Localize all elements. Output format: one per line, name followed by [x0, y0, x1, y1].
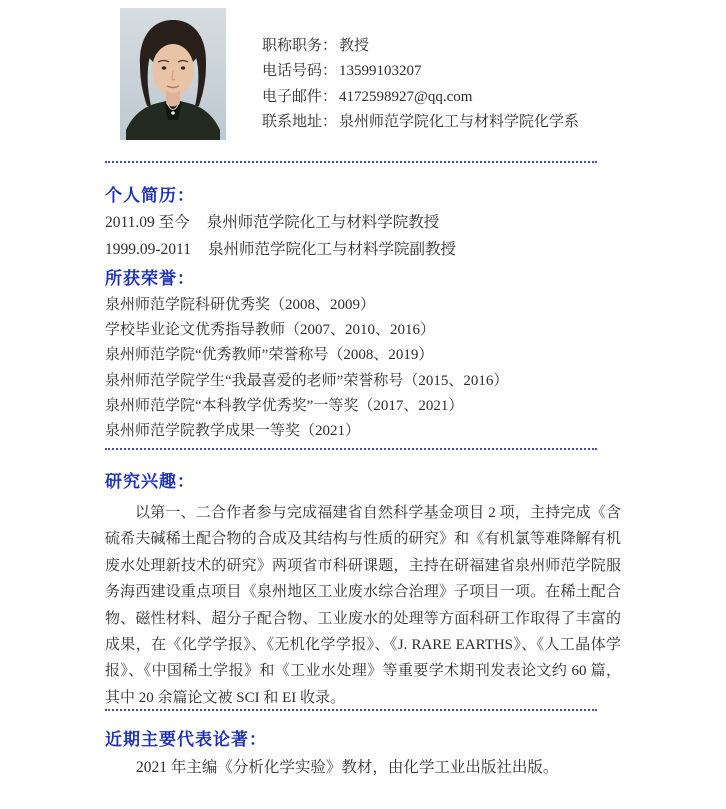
contact-label: 联系地址：: [262, 114, 338, 131]
section-heading-research: 研究兴趣：: [105, 472, 195, 491]
contact-row-title: [262, 34, 579, 59]
contact-row-address: [262, 110, 579, 135]
profile-photo: [120, 8, 226, 140]
contact-row-email: [262, 85, 579, 110]
dotted-divider: [105, 448, 597, 450]
contact-label: 职称职务：: [262, 38, 338, 54]
honor-item: 泉州师范学院教学成果一等奖（2021）: [105, 423, 361, 440]
honor-item: 泉州师范学院学生“我最喜爱的老师”荣誉称号（2015、2016）: [105, 372, 509, 389]
honor-item: 泉州师范学院“本科教学优秀奖”一等奖（2017、2021）: [105, 397, 464, 414]
section-heading-honors: 所获荣誉：: [105, 269, 195, 288]
resume-list: [105, 209, 625, 263]
honor-item: 泉州师范学院科研优秀奖（2008、2009）: [105, 297, 376, 313]
resume-period: 1999.09-2011: [105, 241, 191, 258]
dotted-divider: [105, 161, 597, 163]
honors-list: [105, 293, 625, 444]
contact-value-address: 泉州师范学院化工与材料学院化学系: [339, 114, 580, 131]
contact-value-email: 4172598927@qq.com: [339, 88, 473, 105]
section-heading-resume: 个人简历：: [105, 186, 195, 205]
contact-value-title: 教授: [339, 38, 370, 54]
contact-label: 电话号码：: [262, 63, 338, 80]
section-heading-publications: 近期主要代表论著：: [105, 730, 267, 749]
contact-label: 电子邮件：: [262, 88, 338, 105]
resume-entry: [105, 236, 625, 263]
contact-info: [262, 34, 579, 136]
resume-period: 2011.09 至今: [105, 214, 190, 231]
honor-item: 泉州师范学院“优秀教师”荣誉称号（2008、2019）: [105, 347, 434, 364]
resume-detail: 泉州师范学院化工与材料学院教授: [206, 214, 440, 231]
contact-row-phone: [262, 59, 579, 84]
publication-item: 2021 年主编《分析化学实验》教材，由化学工业出版社出版。: [136, 759, 559, 776]
resume-entry: [105, 209, 625, 236]
contact-value-phone: 13599103207: [339, 63, 422, 80]
research-paragraph: 以第一、二合作者参与完成福建省自然科学基金项目 2 项，主持完成《含硫希夫碱稀土配合物的合成及其结构与性质的研究》和《有机氯等难降解有机废水处理新技术的研究》两项省市科研课题，主持在研福建省泉州师范学院服务海西建设重点项目《泉州地区工业废水综合治理》子项目一项。在稀土配合物、磁性材料、超分子配合物、工业废水的处理等方面科研工作取得了丰富的成果，在《化学学报》、《无机化学学报》、《J. RARE EARTHS》、《人工晶体学报》、《中国稀土学报》和《工业水处理》等重要学术期刊发表论文约 60 篇，其中 20 余篇论文被 SCI 和 EI 收录。: [105, 505, 621, 706]
honor-item: 学校毕业论文优秀指导教师（2007、2010、2016）: [105, 322, 436, 339]
resume-detail: 泉州师范学院化工与材料学院副教授: [207, 241, 456, 258]
